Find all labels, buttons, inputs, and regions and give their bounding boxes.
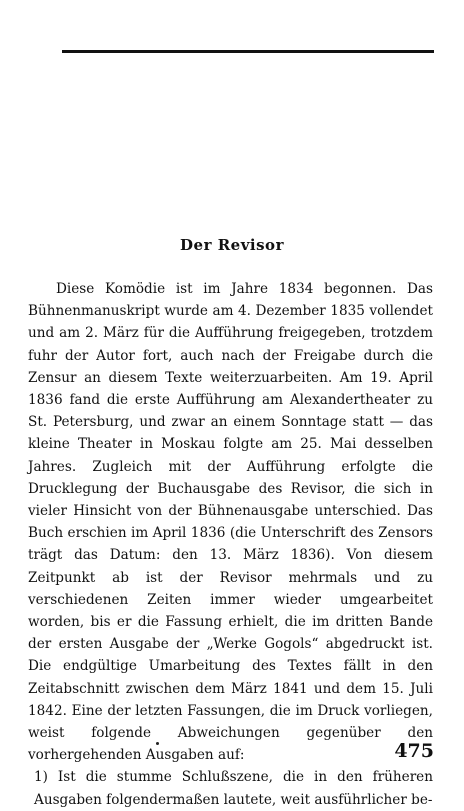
paragraph: Diese Komödie ist im Jahre 1834 begonnen. Das Bühnenmanuskript wurde am 4. Dezember 1835 vollendet und am 2. März für die Aufführung freigegeben, trotzdem fuhr der Autor fort, auch nach der Freigabe durch die Zensur an diesem Texte weiterzuarbeiten. Am 19. April 1836 fand die erste Aufführung am Alexandertheater zu St. Petersburg, und zwar an einem Sonntage statt — das kleine Theater in Moskau folgte am 25. Mai desselben Jahres. Zugleich mit der Aufführung erfolgte die Drucklegung der Buchausgabe des Revisor, die sich in vieler Hinsicht von der Bühnenausgabe unterschied. Das Buch erschien im April 1836 (die Unterschrift des Zensors trägt das Datum: den 13. März 1836). Von diesem Zeitpunkt ab ist der Revisor mehrmals und zu verschiedenen Zeiten immer wieder umgearbeitet worden, bis er die Fassung erhielt, die im dritten Bande der ersten Ausgabe der „Werke Gogols“ abgedruckt ist. Die endgültige Umarbeitung des Textes fällt in den Zeitabschnitt zwischen dem März 1841 und dem 15. Juli 1842. Eine der letzten Fassungen, die im Druck vorliegen, weist folgende Abweichungen gegenüber den vorhergehenden Ausgaben auf: bbox=[28, 281, 433, 764]
page-number: 475 bbox=[394, 740, 434, 762]
list-item: 1) Ist die stumme Schlußszene, die in den früheren Ausgaben folgendermaßen lautete, weit ausführlicher be- bbox=[34, 769, 433, 808]
chapter-title: Der Revisor bbox=[180, 236, 284, 254]
header-rule bbox=[62, 50, 434, 53]
print-mark bbox=[156, 742, 159, 745]
body-text bbox=[28, 278, 433, 811]
